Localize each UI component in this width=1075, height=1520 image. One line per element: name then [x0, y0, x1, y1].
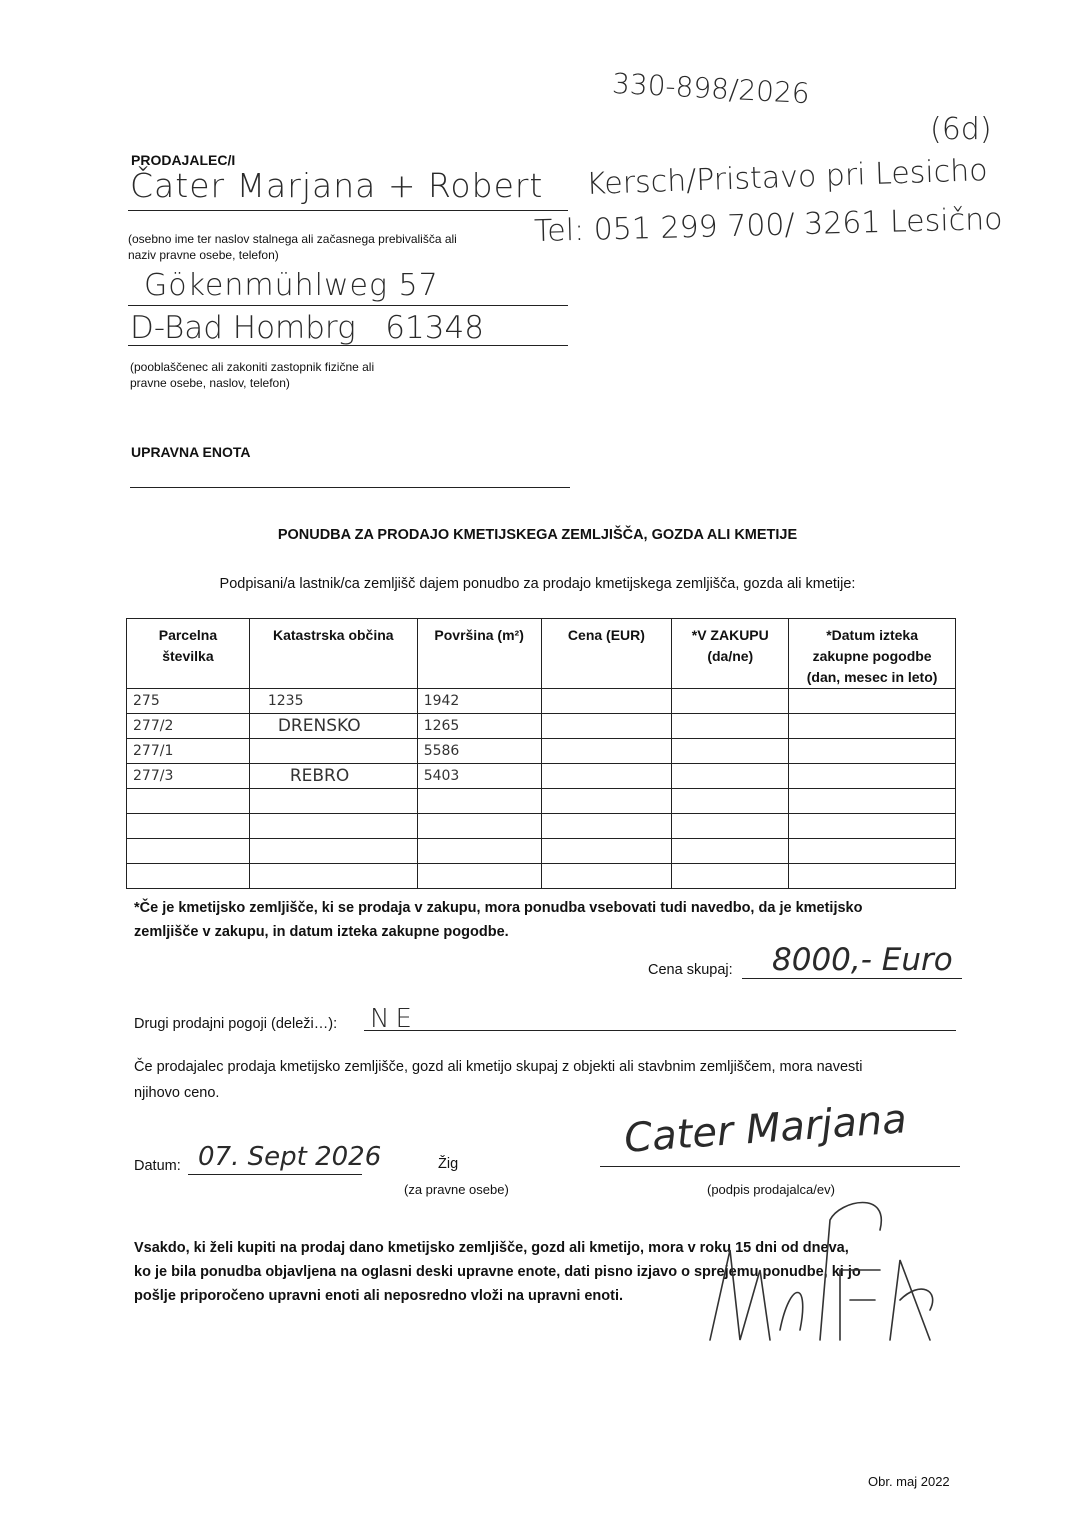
signature-caption: (podpis prodajalca/ev) [707, 1182, 835, 1197]
signature-underline [600, 1166, 960, 1167]
header-line: številka [162, 648, 214, 664]
header-line: (dan, mesec in leto) [806, 669, 938, 685]
cell-area [417, 789, 541, 814]
header-line: zakupne pogodbe [812, 648, 932, 664]
table-row [127, 739, 956, 764]
table-row [127, 714, 956, 739]
cell-lease-expiry [789, 764, 956, 789]
cell-area [417, 814, 541, 839]
table-row [127, 689, 956, 714]
header-cadastral-municipality [249, 619, 417, 689]
cell-lease-expiry [789, 739, 956, 764]
cell-parcel: 277/2 [127, 714, 250, 739]
file-number: 330-898/2026 [611, 66, 811, 111]
cell-area: 1265 [417, 714, 541, 739]
other-terms-underline [364, 1030, 956, 1031]
signature-name: Cater Marjana [622, 1096, 909, 1162]
header-line: (da/ne) [707, 648, 754, 664]
form-version: Obr. maj 2022 [868, 1474, 950, 1489]
stamp-sub: (za pravne osebe) [404, 1182, 509, 1197]
second-signature [690, 1190, 950, 1380]
proxy-caption-b: pravne osebe, naslov, telefon) [130, 376, 290, 390]
cell-cadastral [249, 789, 417, 814]
objects-note-b: njihovo ceno. [134, 1085, 220, 1101]
header-line: Cena (EUR) [567, 627, 645, 643]
date-label: Datum: [134, 1158, 181, 1174]
form-title: PONUDBA ZA PRODAJO KMETIJSKEGA ZEMLJIŠČA, GOZDA ALI KMETIJE [277, 527, 798, 543]
cell-lease-expiry [789, 714, 956, 739]
cell-price [541, 814, 672, 839]
date-value: 07. Sept 2026 [198, 1142, 382, 1172]
table-row [127, 864, 956, 889]
cell-cadastral: REBRO [249, 764, 417, 789]
cell-parcel [127, 789, 250, 814]
cell-price [541, 764, 672, 789]
cell-lease-expiry [789, 839, 956, 864]
header-line: *Datum izteka [826, 627, 918, 643]
cell-lease-expiry [789, 814, 956, 839]
footnote-a: *Če je kmetijsko zemljišče, ki se prodaja v zakupu, mora ponudba vsebovati tudi navedbo, da je kmetijsko [134, 900, 863, 916]
price-label: Cena skupaj: [648, 962, 733, 978]
final-text-b: ko je bila ponudba objavljena na oglasni deski upravne enote, dati pisno izjavo o sprejemu ponudbe, ki jo [134, 1264, 861, 1280]
header-line: Parcelna [158, 627, 218, 643]
date-underline [188, 1174, 362, 1175]
seller-tel-line: Tel: 051 299 700/ 3261 Lesično [533, 201, 1003, 250]
header-line: Površina (m²) [434, 627, 524, 643]
cell-leased [672, 714, 789, 739]
seller-name-line: Čater Marjana + Robert [130, 166, 544, 205]
cell-leased [672, 839, 789, 864]
cell-leased [672, 864, 789, 889]
seller-heading: PRODAJALEC/I [131, 152, 236, 168]
price-underline [742, 978, 962, 979]
intro-text: Podpisani/a lastnik/ca zemljišč dajem ponudbo za prodajo kmetijskega zemljišča, gozda ali kmetije: [219, 576, 856, 592]
cell-cadastral [249, 839, 417, 864]
cell-price [541, 739, 672, 764]
cell-area: 5586 [417, 739, 541, 764]
admin-unit-underline [130, 487, 570, 488]
other-terms-label: Drugi prodajni pogoji (deleži…): [134, 1016, 338, 1032]
cell-area: 5403 [417, 764, 541, 789]
table-row [127, 814, 956, 839]
header-parcel-number [127, 619, 250, 689]
header-leased [672, 619, 789, 689]
cell-cadastral [249, 864, 417, 889]
cell-cadastral: DRENSKO [249, 714, 417, 739]
signature-scrawl-icon [690, 1190, 950, 1380]
final-text-a: Vsakdo, ki želi kupiti na prodaj dano kmetijsko zemljišče, gozd ali kmetijo, mora v roku 15 dni od dneva, [134, 1240, 849, 1256]
cell-cadastral: 1235 [249, 689, 417, 714]
proxy-line-2-underline [128, 345, 568, 346]
cell-leased [672, 789, 789, 814]
cell-price [541, 689, 672, 714]
cell-leased [672, 689, 789, 714]
cell-cadastral [249, 739, 417, 764]
cell-parcel: 275 [127, 689, 250, 714]
cell-price [541, 714, 672, 739]
cell-price [541, 839, 672, 864]
cell-area: 1942 [417, 689, 541, 714]
table-row [127, 789, 956, 814]
cell-area [417, 839, 541, 864]
parcels-table [126, 618, 956, 889]
cell-leased [672, 814, 789, 839]
footnote-b: zemljišče v zakupu, in datum izteka zakupne pogodbe. [134, 924, 509, 940]
cell-cadastral [249, 814, 417, 839]
seller-caption-1b: naziv pravne osebe, telefon) [128, 248, 279, 262]
cell-area [417, 864, 541, 889]
cell-price [541, 864, 672, 889]
header-line: Katastrska občina [272, 627, 394, 643]
cell-leased [672, 739, 789, 764]
cell-parcel: 277/1 [127, 739, 250, 764]
cell-lease-expiry [789, 689, 956, 714]
other-terms-value: NE [370, 1004, 418, 1034]
price-value: 8000,- Euro [772, 942, 953, 978]
proxy-caption-a: (pooblaščenec ali zakoniti zastopnik fizične ali [130, 360, 375, 374]
header-lease-expiry [789, 619, 956, 689]
seller-name-underline [128, 210, 568, 211]
objects-note-a: Če prodajalec prodaja kmetijsko zemljišče, gozd ali kmetijo skupaj z objekti ali stavbnim zemljiščem, mora navesti [134, 1059, 863, 1075]
seller-address-line: Kersch/Pristavo pri Lesicho [585, 153, 989, 202]
cell-parcel [127, 864, 250, 889]
proxy-line-1-underline [128, 305, 568, 306]
cell-price [541, 789, 672, 814]
header-price [541, 619, 672, 689]
cell-parcel: 277/3 [127, 764, 250, 789]
table-row [127, 764, 956, 789]
cell-parcel [127, 839, 250, 864]
table-row [127, 839, 956, 864]
cell-lease-expiry [789, 789, 956, 814]
proxy-line-2: D-Bad Hombrg 61348 [130, 310, 484, 346]
cell-leased [672, 764, 789, 789]
stamp-label: Žig [438, 1156, 459, 1172]
proxy-line-1: Gökenmühlweg 57 [144, 268, 439, 303]
header-line: *V ZAKUPU [691, 627, 769, 643]
seller-caption-1a: (osebno ime ter naslov stalnega ali začasnega prebivališča ali [128, 232, 457, 246]
cell-lease-expiry [789, 864, 956, 889]
cell-parcel [127, 814, 250, 839]
final-text-c: pošlje priporočeno upravni enoti ali neposredno vloži na upravni enoti. [134, 1288, 624, 1304]
table-header-row [127, 619, 956, 689]
header-area [417, 619, 541, 689]
admin-unit-heading: UPRAVNA ENOTA [131, 444, 251, 460]
seller-address-note: (6d) [930, 112, 992, 147]
